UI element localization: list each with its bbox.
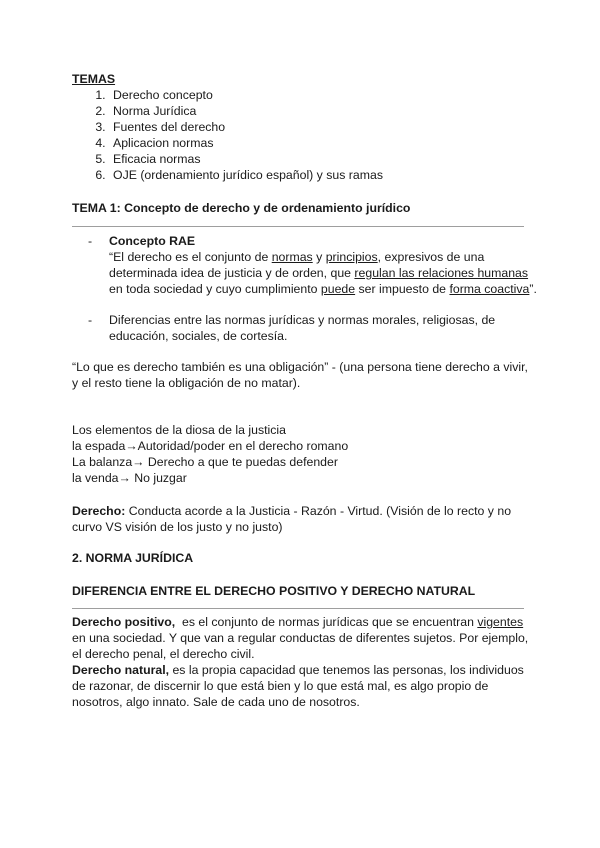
norma-subheading-block — [72, 583, 475, 599]
section-divider — [72, 226, 524, 227]
positivo-line-3: el derecho penal, el derecho civil. — [72, 647, 255, 661]
list-item: 1. Derecho concepto — [109, 87, 383, 103]
diosa-line-4: la venda→ No juzgar — [72, 471, 187, 485]
quote-paragraph — [72, 359, 528, 391]
diferencias-line-1: Diferencias entre las normas jurídicas y normas morales, religiosas, de — [109, 313, 496, 327]
tema1-heading: TEMA 1: Concepto de derecho y de ordenamiento jurídico — [72, 201, 411, 215]
derecho-positivo-natural — [72, 614, 528, 710]
diferencias-line-2: educación, sociales, de cortesía. — [109, 329, 288, 343]
temas-section — [72, 71, 383, 183]
list-item: 2. Norma Jurídica — [109, 103, 383, 119]
diosa-line-1: Los elementos de la diosa de la justicia — [72, 423, 286, 437]
norma-heading: 2. NORMA JURÍDICA — [72, 551, 194, 565]
derecho-def-line-2: curvo VS visión de los justo y no justo) — [72, 520, 283, 534]
list-item: 4. Aplicacion normas — [109, 135, 383, 151]
concepto-rae-line-3: en toda sociedad y cuyo cumplimiento puede ser impuesto de forma coactiva”. — [109, 282, 537, 296]
tema1-heading-block — [72, 200, 410, 216]
positivo-line-1: Derecho positivo, es el conjunto de normas jurídicas que se encuentran vigentes — [72, 615, 524, 629]
diosa-line-3: La balanza→ Derecho a que te puedas defender — [72, 455, 338, 469]
diosa-paragraph — [72, 422, 348, 486]
natural-line-1: Derecho natural, es la propia capacidad que tenemos las personas, los individuos — [72, 663, 524, 677]
derecho-def-line-1: Derecho: Conducta acorde a la Justicia - Razón - Virtud. (Visión de lo recto y no — [72, 504, 512, 518]
derecho-definition — [72, 503, 511, 535]
natural-line-2: de razonar, de discernir lo que está bien y lo que está mal, es algo propio de — [72, 679, 489, 693]
norma-heading-block — [72, 550, 193, 566]
bullet-dash: - — [88, 234, 93, 248]
section-divider — [72, 608, 524, 609]
concepto-rae-title: Concepto RAE — [109, 234, 196, 248]
temas-heading: TEMAS — [72, 72, 116, 86]
diferencias-block — [109, 312, 495, 344]
quote-line-1: “Lo que es derecho también es una obligación” - (una persona tiene derecho a vivir, — [72, 360, 528, 374]
list-item: 3. Fuentes del derecho — [109, 119, 383, 135]
quote-line-2: y el resto tiene la obligación de no matar). — [72, 376, 301, 390]
list-item: 6. OJE (ordenamiento jurídico español) y sus ramas — [109, 167, 383, 183]
temas-list — [72, 87, 383, 183]
positivo-line-2: en una sociedad. Y que van a regular conductas de diferentes sujetos. Por ejemplo, — [72, 631, 529, 645]
list-item: 5. Eficacia normas — [109, 151, 383, 167]
bullet-dash: - — [88, 313, 93, 327]
concepto-rae-line-1: “El derecho es el conjunto de normas y principios, expresivos de una — [109, 250, 485, 264]
norma-subheading: DIFERENCIA ENTRE EL DERECHO POSITIVO Y DERECHO NATURAL — [72, 584, 476, 598]
concepto-rae-line-2: determinada idea de justicia y de orden, que regulan las relaciones humanas — [109, 266, 529, 280]
natural-line-3: nosotros, algo innato. Sale de cada uno de nosotros. — [72, 695, 360, 709]
concepto-rae-block — [109, 233, 537, 297]
diosa-line-2: la espada→Autoridad/poder en el derecho romano — [72, 439, 349, 453]
